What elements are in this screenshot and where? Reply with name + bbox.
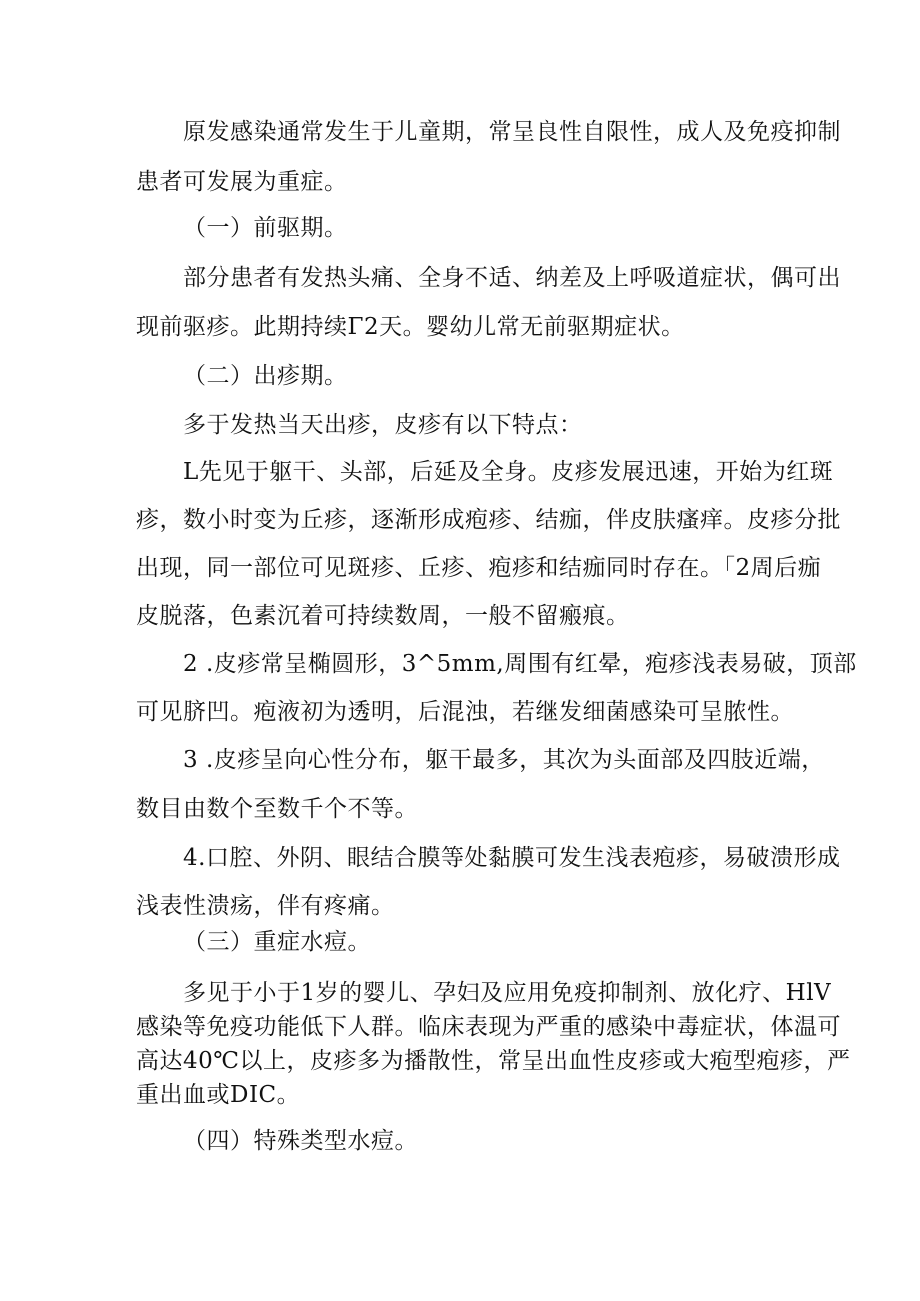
- text-line: 数目由数个至数千个不等。: [136, 796, 418, 822]
- section-heading: （二）出疹期。: [183, 363, 348, 389]
- text-line: 多见于小于1岁的婴儿、孕妇及应用免疫抑制剂、放化疗、HlV: [183, 980, 832, 1006]
- text-line: L先见于躯干、头部，后延及全身。皮疹发展迅速，开始为红斑: [183, 459, 834, 485]
- text-line: 多于发热当天出疹，皮疹有以下特点：: [183, 412, 583, 438]
- text-line: 皮脱落，色素沉着可持续数周，一般不留瘢痕。: [136, 603, 630, 629]
- text-line: 原发感染通常发生于儿童期，常呈良性自限性，成人及免疫抑制: [183, 119, 841, 145]
- text-line: 部分患者有发热头痛、全身不适、纳差及上呼吸道症状，偶可出: [183, 265, 841, 291]
- text-line: 疹，数小时变为丘疹，逐渐形成疱疹、结痂，伴皮肤瘙痒。皮疹分批: [136, 507, 841, 533]
- text-line: 高达40℃以上，皮疹多为播散性，常呈出血性皮疹或大疱型疱疹，严: [136, 1048, 851, 1074]
- text-line: 可见脐凹。疱液初为透明，后混浊，若继发细菌感染可呈脓性。: [136, 699, 794, 725]
- text-line: 感染等免疫功能低下人群。临床表现为严重的感染中毒症状，体温可: [136, 1014, 841, 1040]
- text-line: 现前驱疹。此期持续Γ2天。婴幼儿常无前驱期症状。: [136, 314, 685, 340]
- text-line: 出现，同一部位可见斑疹、丘疹、疱疹和结痂同时存在。「2周后痂: [136, 555, 822, 581]
- text-line: 患者可发展为重症。: [136, 169, 348, 195]
- text-line: 重出血或DIC。: [136, 1082, 301, 1108]
- text-line: 2 .皮疹常呈椭圆形，3^5mm,周围有红晕，疱疹浅表易破，顶部: [183, 651, 857, 677]
- text-line: 浅表性溃疡，伴有疼痛。: [136, 893, 395, 919]
- text-line: 4.口腔、外阴、眼结合膜等处黏膜可发生浅表疱疹，易破溃形成: [183, 845, 841, 871]
- section-heading: （三）重症水痘。: [183, 929, 371, 955]
- section-heading: （一）前驱期。: [183, 215, 348, 241]
- section-heading: （四）特殊类型水痘。: [183, 1128, 418, 1154]
- text-line: 3 .皮疹呈向心性分布，躯干最多，其次为头面部及四肢近端，: [183, 747, 825, 773]
